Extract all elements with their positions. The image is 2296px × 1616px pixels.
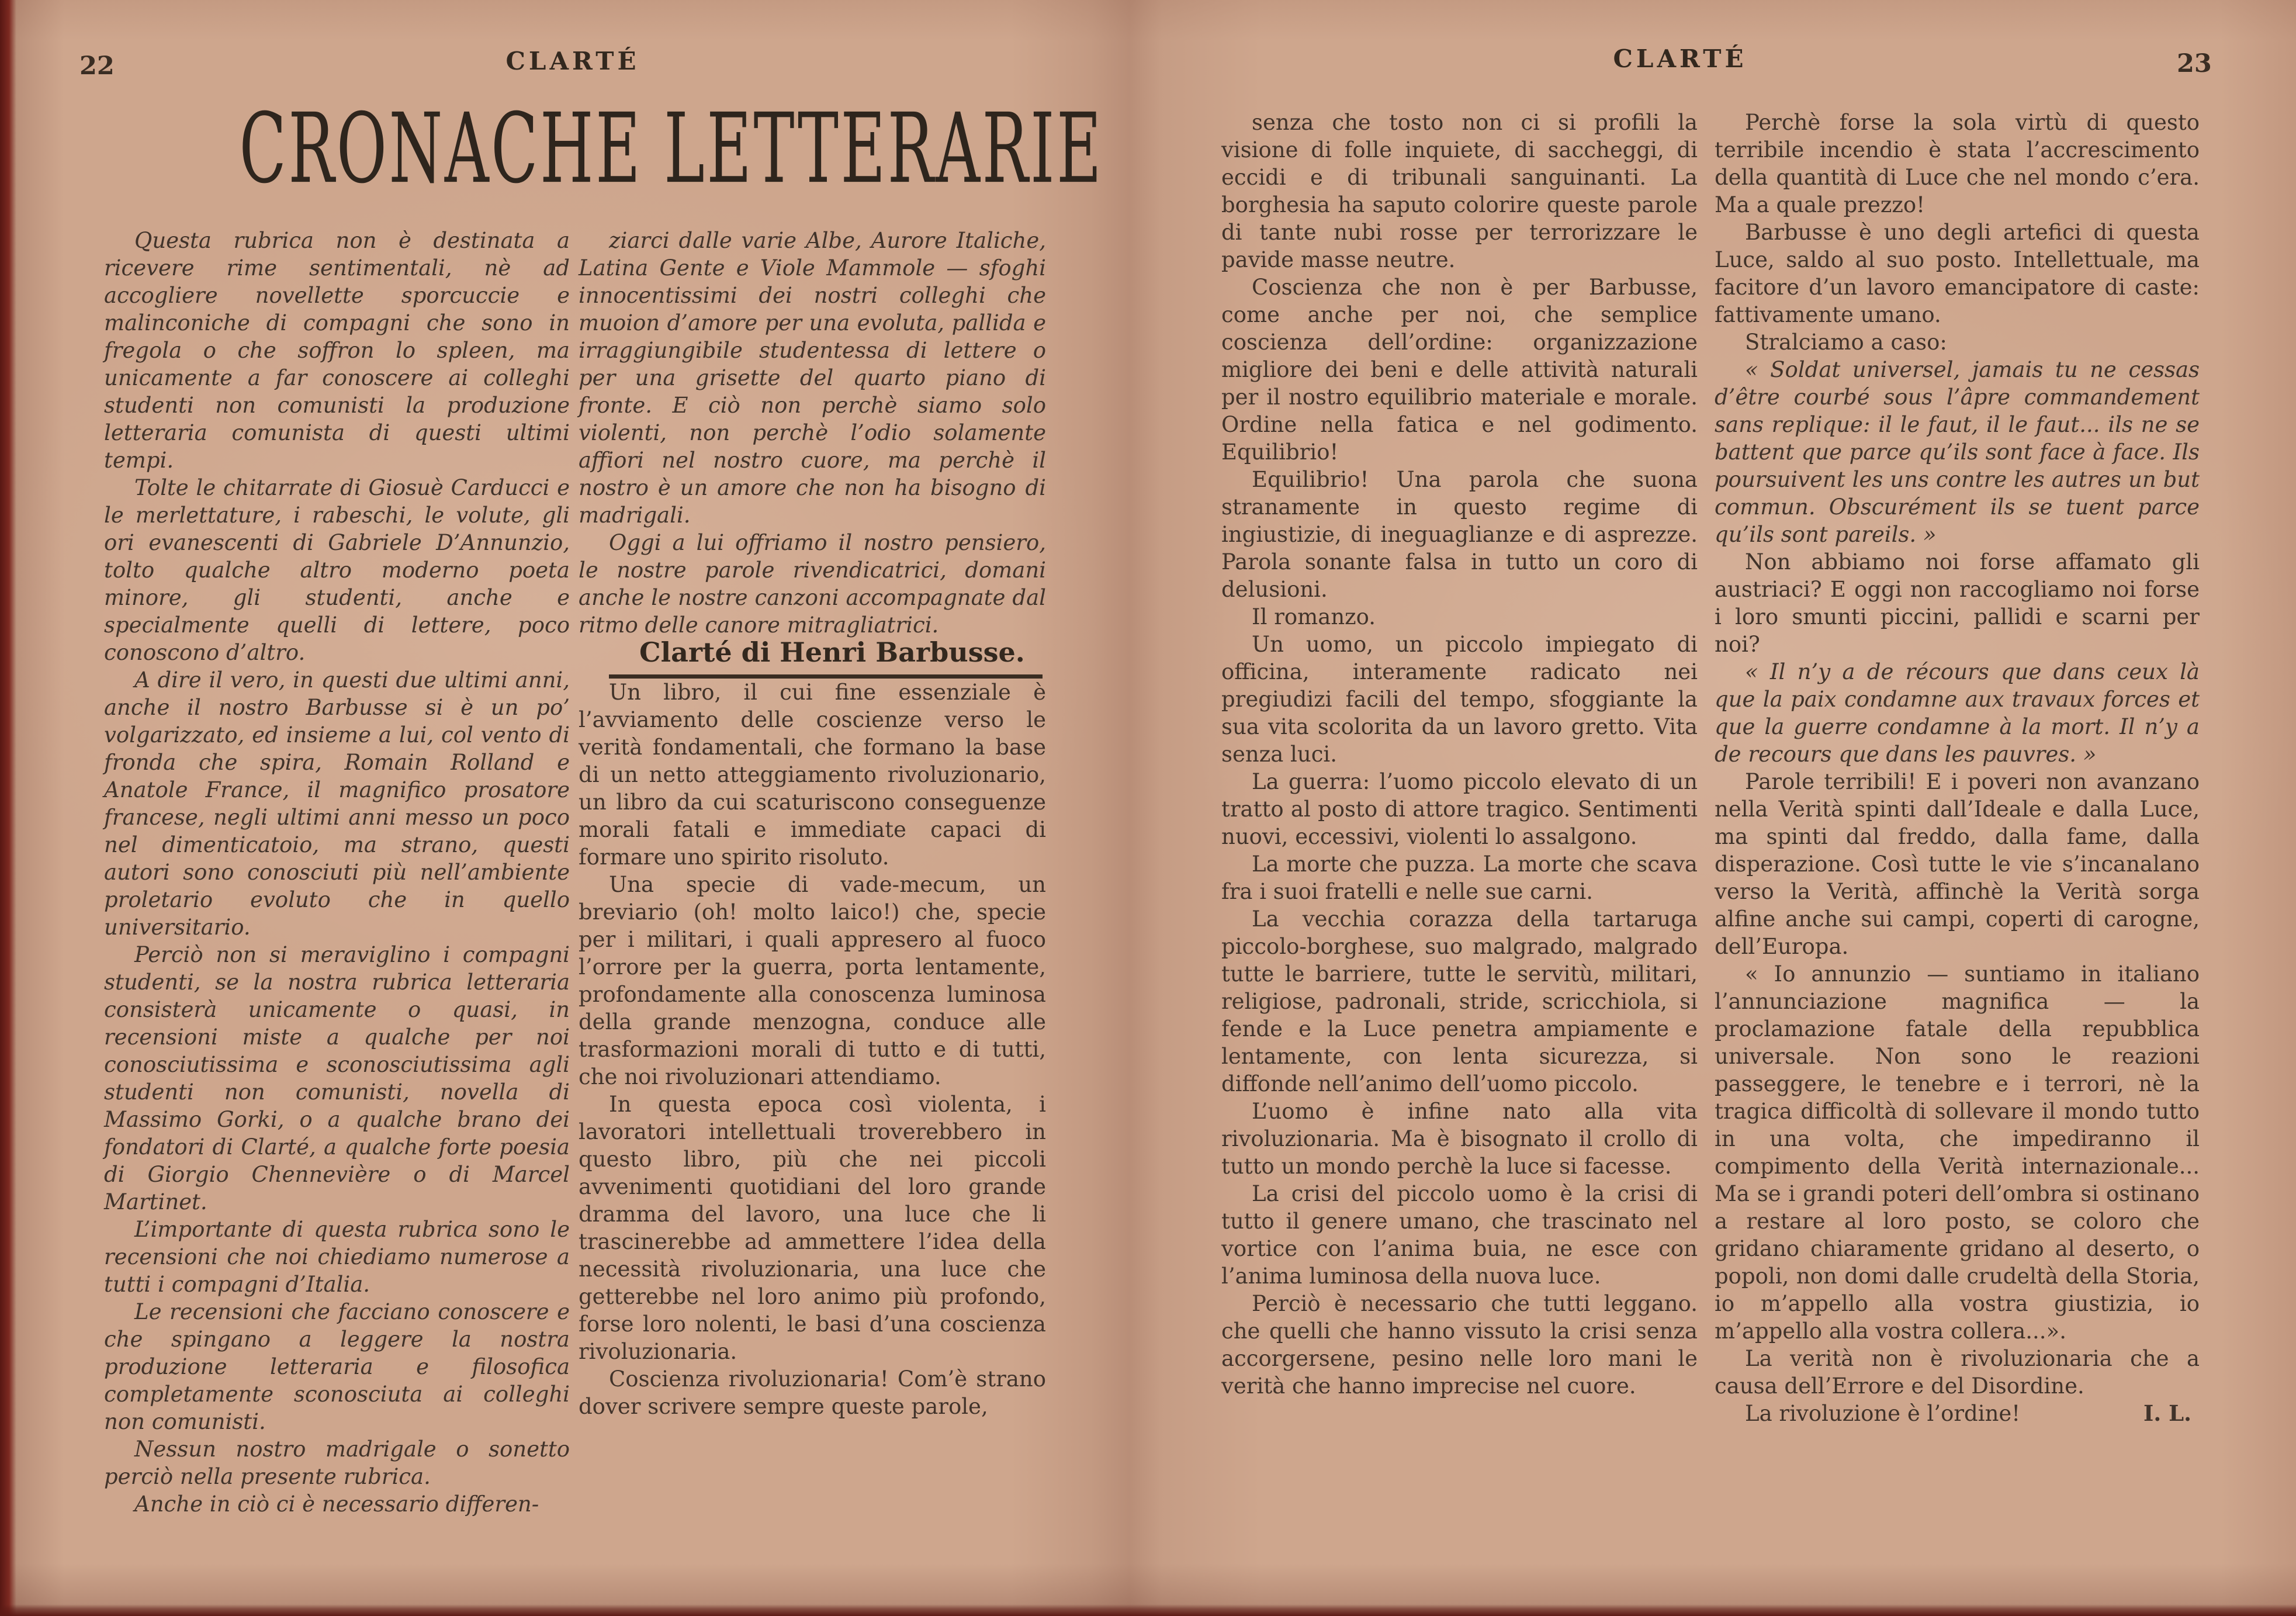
paragraph: Stralciamo a caso: xyxy=(1745,330,1947,355)
article-title: CRONACHE LETTERARIE xyxy=(239,93,1104,205)
right-page-number: 23 xyxy=(2177,49,2212,78)
paragraph: Questa rubrica non è destinata a ricevere rime sentimentali, nè ad accogliere novellette sporcuccie e malinconiche di compagni che sono in fregola o che soffron lo spleen, ma unicamente a far conoscere ai colleghi studenti non comunisti la produzione letteraria comunista di questi ultimi tempi. xyxy=(104,228,570,473)
paragraph: Tolte le chitarrate di Giosuè Carducci e le merlettature, i rabeschi, le volute, gli ori evanescenti di Gabriele D’Annunzio, tolto qualche altro moderno poeta minore, gli studenti, anche e specialmente quelli di lettere, poco conoscono d’altro. xyxy=(104,475,570,665)
right-column-2 xyxy=(1715,109,2200,1427)
paragraph: Oggi a lui offriamo il nostro pensiero, le nostre parole rivendicatrici, domani anche le nostre canzoni accompagnate dal ritmo delle canore mitragliatrici. xyxy=(579,530,1046,638)
book-edge-left xyxy=(0,0,16,1616)
right-column-2-body xyxy=(1715,109,2200,1400)
paragraph: Barbusse è uno degli artefici di questa Luce, saldo al suo posto. Intellettuale, ma facitore d’un lavoro emancipatore di caste: fattivamente umano. xyxy=(1715,220,2200,327)
paragraph: Coscienza rivoluzionaria! Com’è strano dover scrivere sempre queste parole, xyxy=(579,1366,1046,1419)
closing-line xyxy=(1715,1400,2200,1427)
paragraph: senza che tosto non ci si profili la visione di folle inquiete, di saccheggi, di eccidi e di tribunali sanguinanti. La borghesia ha saputo colorire queste parole di tante nubi rosse per terrorizzare le pavide masse neutre. xyxy=(1221,110,1698,272)
paragraph: Perciò è necessario che tutti leggano. che quelli che hanno vissuto la crisi senza accorgersene, pesino nelle loro mani le verità che hanno imprecise nel cuore. xyxy=(1221,1291,1698,1399)
section-heading-row xyxy=(579,636,1046,679)
left-column-1 xyxy=(104,227,570,1518)
left-page-number: 22 xyxy=(79,51,115,81)
paragraph: ziarci dalle varie Albe, Aurore Italiche, Latina Gente e Viole Mammole — sfoghi innocentissimi dei nostri colleghi che muoion d’amore per una evoluta, pallida e irraggiungibile studentessa di lettere o per una grisette del quarto piano di fronte. E ciò non perchè siamo solo violenti, non perchè l’odio solamente affiori nel nostro cuore, ma perchè il nostro è un amore che non ha bisogno di madrigali. xyxy=(579,228,1046,528)
paragraph: L’importante di questa rubrica sono le recensioni che noi chiediamo numerose a tutti i compagni d’Italia. xyxy=(104,1217,570,1297)
paragraph: La vecchia corazza della tartaruga piccolo-borghese, suo malgrado, malgrado tutte le barriere, tutte le servitù, militari, religiose, padronali, stride, scricchiola, si fende e la Luce penetra ampiamente e lentamente, con lenta sicurezza, si diffonde nell’animo dell’uomo piccolo. xyxy=(1221,906,1698,1096)
paragraph: Un libro, il cui fine essenziale è l’avviamento delle coscienze verso le verità fondamentali, che formano la base di un netto atteggiamento rivoluzionario, un libro da cui scaturiscono conseguenze morali fatali e immediate capaci di formare uno spirito risoluto. xyxy=(579,680,1046,870)
paragraph: La verità non è rivoluzionaria che a causa dell’Errore e del Disordine. xyxy=(1715,1346,2200,1399)
right-column-1 xyxy=(1221,109,1698,1400)
section-heading: Clarté di Henri Barbusse. xyxy=(609,639,1043,679)
left-running-title: CLARTÉ xyxy=(505,47,640,75)
paragraph: L’uomo è infine nato alla vita rivoluzionaria. Ma è bisognato il crollo di tutto un mondo perchè la luce si facesse. xyxy=(1221,1099,1698,1179)
paragraph: « Soldat universel, jamais tu ne cessas d’être courbé sous l’âpre commandement sans replique: il le faut, il le faut... ils ne se battent que parce qu’ils sont face à face. Ils poursuivent les uns contre les autres un but commun. Obscurément ils se tuent parce qu’ils sont pareils. » xyxy=(1715,357,2200,547)
paragraph: Le recensioni che facciano conoscere e che spingano a leggere la nostra produzione letteraria e filosofica completamente sconosciuta ai colleghi non comunisti. xyxy=(104,1299,570,1434)
left-column-2-body xyxy=(579,679,1046,1420)
paragraph: Una specie di vade-mecum, un breviario (oh! molto laico!) che, specie per i militari, i quali appresero al fuoco l’orrore per la guerra, porta lentamente, profondamente alla conoscenza luminosa della grande menzogna, conduce alle trasformazioni morali di tutto e di tutti, che noi rivoluzionari attendiamo. xyxy=(579,872,1046,1089)
paragraph: La crisi del piccolo uomo è la crisi di tutto il genere umano, che trascinato nel vortice con l’anima buia, ne esce con l’anima luminosa della nuova luce. xyxy=(1221,1181,1698,1289)
right-running-title: CLARTÉ xyxy=(1613,44,1747,73)
right-page xyxy=(1148,0,2296,1616)
paragraph: Anche in ciò ci è necessario differen- xyxy=(134,1492,539,1517)
paragraph: Coscienza che non è per Barbusse, come anche per noi, che semplice coscienza dell’ordine: organizzazione migliore dei beni e delle attività naturali per il nostro equilibrio materiale e morale. Ordine nella fatica e nel godimento. Equilibrio! xyxy=(1221,275,1698,465)
paragraph: Perciò non si meraviglino i compagni studenti, se la nostra rubrica letteraria consisterà unicamente o quasi, in recensioni miste a qualche per noi conosciutissima e sconosciutissima agli studenti non comunisti, novella di Massimo Gorki, o a qualche brano dei fondatori di Clarté, a qualche forte poesia di Giorgio Chennevière o di Marcel Martinet. xyxy=(104,942,570,1214)
left-page xyxy=(16,0,1121,1616)
paragraph: « Il n’y a de récours que dans ceux là que la paix condamne aux travaux forces et que la guerre condamne à la mort. Il n’y a de recours que dans les pauvres. » xyxy=(1715,659,2200,767)
paragraph: In questa epoca così violenta, i lavoratori intellettuali troverebbero in questo libro, più che nei piccoli avvenimenti quotidiani del loro grande dramma del lavoro, una luce che li trascinerebbe ad ammettere l’idea della necessità rivoluzionaria, una luce che getterebbe nel loro animo più profondo, forse loro nolenti, le basi d’una coscienza rivoluzionaria. xyxy=(579,1092,1046,1364)
paragraph: Parole terribili! E i poveri non avanzano nella Verità spinti dall’Ideale e dalla Luce, ma spinti dal freddo, dalla fame, dalla disperazione. Così tutte le vie s’incanalano verso la Verità, affinchè la Verità sorga alfine anche sui campi, coperti di carogne, dell’Europa. xyxy=(1715,769,2200,959)
paragraph: « Io annunzio — suntiamo in italiano l’annunciazione magnifica — la proclamazione fatale della repubblica universale. Non sono le reazioni passeggere, le tenebre e i terrori, nè la tragica difficoltà di sollevare il mondo tutto in una volta, che impediranno il compimento della Verità internazionale... Ma se i grandi poteri dell’ombra si ostinano a restare al loro posto, se coloro che gridano chiaramente gridano al deserto, o popoli, non domi dalle crudeltà della Storia, io m’appello alla vostra giustizia, io m’appello alla vostra collera...». xyxy=(1715,961,2200,1344)
left-column-2-intro xyxy=(579,227,1046,639)
paragraph: Equilibrio! Una parola che suona stranamente in questo regime di ingiustizie, di ineguaglianze e di asprezze. Parola sonante falsa in tutto un coro di delusioni. xyxy=(1221,467,1698,602)
author-initials: I. L. xyxy=(2143,1400,2191,1426)
closing-text: La rivoluzione è l’ordine! xyxy=(1745,1401,2021,1426)
paragraph: Un uomo, un piccolo impiegato di officina, interamente radicato nei pregiudizi facili del tempo, sfoggiante la sua vita scolorita da un lavoro gretto. Vita senza luci. xyxy=(1221,632,1698,767)
paragraph: La guerra: l’uomo piccolo elevato di un tratto al posto di attore tragico. Sentimenti nuovi, eccessivi, violenti lo assalgono. xyxy=(1221,769,1698,849)
paragraph: Perchè forse la sola virtù di questo terribile incendio è stata l’accrescimento della quantità di Luce che nel mondo c’era. Ma a quale prezzo! xyxy=(1715,110,2200,217)
paragraph: La morte che puzza. La morte che scava fra i suoi fratelli e nelle sue carni. xyxy=(1221,852,1698,904)
paragraph: A dire il vero, in questi due ultimi anni, anche il nostro Barbusse si è un po’ volgarizzato, ed insieme a lui, col vento di fronda che spira, Romain Rolland e Anatole France, il magnifico prosatore francese, negli ultimi anni messo un poco nel dimenticatoio, ma strano, questi autori sono conosciuti più nell’ambiente proletario evoluto che in quello universitario. xyxy=(104,667,570,940)
left-column-2 xyxy=(579,227,1046,1420)
paragraph: Non abbiamo noi forse affamato gli austriaci? E oggi non raccogliamo noi forse i loro smunti piccini, pallidi e scarni per noi? xyxy=(1715,549,2200,657)
paragraph: Il romanzo. xyxy=(1252,604,1376,629)
paragraph: Nessun nostro madrigale o sonetto perciò nella presente rubrica. xyxy=(104,1437,570,1489)
